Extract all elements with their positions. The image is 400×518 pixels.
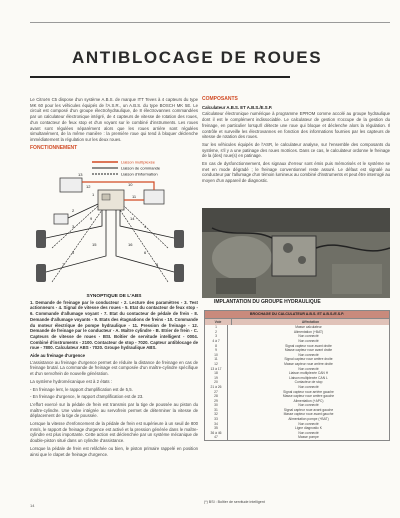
- table-cell-affectation: Non connecté: [298, 338, 319, 343]
- page-number: 14: [30, 503, 35, 508]
- composants-paragraph-2: Sur les véhicules équipés de l'ASR, le calculateur analyse, sur l'ensemble des composants du système, s'il y a une patinage des roues motrices. Dans ce cas, le calculateur ordonne le freinage de la (des) roue(s) en patinage.: [202, 141, 390, 159]
- table-cell-affectation: Non connecté: [298, 384, 319, 389]
- diagram-number: 13: [78, 172, 83, 177]
- diagram-number: 14: [130, 216, 135, 221]
- pinout-table: [204, 310, 390, 441]
- table-cell-voie: 18: [205, 371, 228, 376]
- table-cell-affectation: Ligne diagnostic K: [295, 426, 322, 431]
- composants-paragraph-1: Calculateur électronique numérique à programme EPROM comme accolé au groupe hydraulique dont il est le complément indissociable. Le calculateur de gestion s'occupe de la gestion du freinage, en particulier lorsqu'il détecte une roue qui bloque et déclenche alors la régulation. Il contrôle et surveille les électrovannes en fonction des informations fournies par les capteurs de vitesse de rotation des roues.: [202, 111, 390, 140]
- intro-paragraph: Le Citroën C5 dispose d'un système A.B.S. de marque ITT Teves à 4 capteurs du type MK 60 pour les véhicules équipés de l'A.S.R., un A.B.S. du type BOSCH MK 5E. Le circuit est composé d'un groupe électrohydraulique, de 8 électrovannes commandées par un calculateur électronique intégré, de 4 capteurs de vitesse de rotation des roues, d'un contacteur de feux stop et d'un voyant sur le combiné d'instruments. Les roues avant sont régulées séparément alors que les roues arrière sont régulées simultanément, de la même manière : la première roue qui tend à bloquer déclenche immédiatement la régulation sur les deux roues.: [30, 97, 198, 142]
- diagram-number: 15: [92, 242, 97, 247]
- table-cell-voie: 3: [205, 334, 228, 339]
- composants-heading: COMPOSANTS: [202, 96, 238, 102]
- table-body: [205, 325, 389, 440]
- table-cell-affectation: Alimentation (+APC): [293, 398, 324, 403]
- aide-bullet-1: - En freinage lent, le rapport d'amplification est de 5,5.: [30, 386, 133, 392]
- column-header-voie: Voie: [205, 319, 232, 326]
- table-cell-affectation: Non connecté: [298, 430, 319, 435]
- legend-command: Liaison de commande: [121, 165, 161, 171]
- composants-paragraph-3: En cas de dysfonctionnement, des signaux d'erreur sont émis puis mémorisés et le système se met en mode dégradé ; le freinage conventionnel reste assuré. Le défaut est signalé au conducteur par l'allumage d'un témoin lumineux au combiné d'instruments et peut être interrogé au moyen d'un appareil de diagnostic.: [202, 161, 390, 184]
- table-cell-affectation: Liaison multiplexée CAN H: [288, 371, 329, 376]
- hydraulic-group: [272, 236, 316, 276]
- can-link-2: [82, 182, 154, 190]
- title-underline: [30, 76, 290, 78]
- table-cell-voie: 30: [205, 403, 228, 408]
- table-cell-affectation: Alimentation (+BAT): [293, 329, 324, 334]
- table-cell-voie: 35: [205, 426, 228, 431]
- dashboard-box: [60, 178, 82, 192]
- body-panel: [332, 264, 382, 294]
- table-cell-affectation: Signal capteur roue avant gauche: [283, 407, 334, 412]
- aide-bullet-2: - En freinage d'urgence, le rapport d'amplification est de 23.: [30, 394, 144, 400]
- table-cell-voie: 28: [205, 394, 228, 399]
- table-cell-affectation: Signal capteur roue avant droite: [285, 343, 332, 348]
- table-cell-affectation: Masse pompe: [298, 435, 319, 440]
- wheel-rear-left: [36, 264, 46, 282]
- wheel-rear-right: [174, 264, 184, 282]
- fonctionnement-heading: FONCTIONNEMENT: [30, 144, 78, 151]
- table-cell-affectation: Signal capteur roue arrière droite: [284, 357, 333, 362]
- table-header-row: [205, 318, 389, 326]
- table-cell-voie: 32: [205, 412, 228, 417]
- table-cell-affectation: Non connecté: [298, 352, 319, 357]
- table-cell-affectation: Masse capteur roue arrière droite: [284, 361, 333, 366]
- table-cell-voie: 31: [205, 408, 228, 413]
- table-cell-voie: 34: [205, 422, 228, 427]
- synoptic-heading: SYNOPTIQUE DE L'ABS: [86, 294, 142, 299]
- table-cell-voie: 47: [205, 435, 228, 440]
- table-cell-voie: 27: [205, 390, 228, 395]
- table-cell-voie: 11: [205, 357, 228, 362]
- table-cell-affectation: Signal capteur roue arrière gauche: [283, 389, 334, 394]
- table-cell-voie: 29: [205, 399, 228, 404]
- table-cell-voie: 19: [205, 376, 228, 381]
- diagram-number: 1: [92, 192, 95, 197]
- table-row: [205, 435, 389, 440]
- column-header-affectation: Affectation: [301, 319, 320, 324]
- table-cell-voie: 33: [205, 417, 228, 422]
- table-cell-voie: 36 à 46: [205, 431, 228, 436]
- diagram-number: 6: [144, 250, 147, 255]
- diagram-legend: [92, 160, 161, 177]
- table-cell-voie: 12: [205, 362, 228, 367]
- table-cell-voie: 21 à 26: [205, 385, 228, 390]
- table-cell-affectation: Masse calculateur: [295, 325, 322, 330]
- diagram-number: 2: [72, 208, 75, 213]
- table-cell-affectation: Liaison multiplexée CAN L: [289, 375, 328, 380]
- table-cell-voie: 4 à 7: [205, 339, 228, 344]
- top-rule: [30, 22, 390, 23]
- table-cell-voie: 13 à 17: [205, 367, 228, 372]
- table-cell-affectation: Non connecté: [298, 403, 319, 408]
- hydraulic-unit-photo: [202, 208, 390, 298]
- table-cell-voie: 20: [205, 380, 228, 385]
- aide-paragraph-1: L'assistance au freinage d'urgence permet de réduire la distance de freinage en cas de freinage brutal. La commande de freinage est composée d'un maître-cylindre spécifique et d'un servofrein de nouvelle génération.: [30, 359, 198, 377]
- aide-paragraph-2: La système hydromécanique est à 2 états :: [30, 378, 112, 384]
- table-cell-voie: 8: [205, 344, 228, 349]
- table-cell-voie: 9: [205, 348, 228, 353]
- table-footnote: (*) BSI : Boîtier de servitude intelligent: [204, 500, 265, 504]
- master-cylinder-box: [54, 214, 68, 224]
- diagram-number: 8: [156, 262, 159, 267]
- table-cell-affectation: Non connecté: [298, 334, 319, 339]
- table-title: BROCHAGE DU CALCULATEUR A.B.S. ET A.B.S./E.S.P.: [205, 311, 389, 318]
- aide-paragraph-3: L'effort exercé sur la pédale de frein est transmis par la tige de poussée au piston du maître-cylindre. Une valve intégrée au servofrein permet de déterminer la vitesse de déplacement de la tige de poussée.: [30, 401, 198, 419]
- link-fr: [120, 210, 174, 238]
- hydraulic-block: [102, 194, 110, 200]
- aide-heading: Aide au freinage d'urgence: [30, 353, 85, 359]
- legend-multiplexed: Liaison multiplexée: [121, 159, 156, 165]
- diagram-number: 10: [128, 182, 133, 187]
- right-column-text: [202, 94, 390, 186]
- synoptic-legend: 1. Demande de freinage par le conducteur - 2. Lecture des paramètres - 3. Test actionneurs - 4. Signal de vitesse des roues - 5. Etat du contacteur de feux stop - 6. Commande d'allumage voyant - 7. Etat du contacteur de pédale de frein - 8. Demande d'allumage voyants - 9. Etats des étagnations de freins - 10. Commande du moteur électrique de pompe hydraulique - 11. Pression de freinage - 12. Demande de freinage par le conducteur - A. Maître cylindre - B. Etrier de frein - C. Capteurs de vitesse de roues - BSI. Boîtier de servitude intelligent - 0004. Combiné d'instruments - 2100. Contacteur de stop - 7020. Capteur antiblocage de roue - 7800. Calculateur ABS - 7020. Groupe hydraulique ABS.: [30, 299, 198, 351]
- diagram-number: 7: [62, 262, 65, 267]
- table-cell-affectation: Masse capteur roue avant gauche: [283, 412, 334, 417]
- legend-info: Liaison d'information: [121, 171, 158, 177]
- diagram-number: 12: [86, 184, 91, 189]
- table-cell-affectation: Alimentation pompe (+BAT): [288, 417, 329, 422]
- diagram-number: 4: [144, 224, 147, 229]
- page-title: ANTIBLOCAGE DE ROUES: [72, 48, 323, 67]
- valve-block: [298, 256, 306, 264]
- engine-part-bottom: [216, 278, 256, 294]
- photo-shadow-top: [202, 208, 390, 232]
- left-column-lower: [30, 294, 198, 459]
- table-cell-affectation: Non connecté: [298, 366, 319, 371]
- table-cell-voie: 1: [205, 325, 228, 330]
- link-rr: [116, 210, 174, 272]
- diagram-number: 9: [90, 216, 93, 221]
- wheel-front-right: [174, 230, 184, 248]
- table-cell-voie: 2: [205, 330, 228, 335]
- table-cell-affectation: Masse capteur roue arrière gauche: [282, 394, 335, 399]
- bsi-box: [144, 190, 164, 204]
- engine-part-left: [212, 236, 272, 280]
- table-cell-voie: 10: [205, 353, 228, 358]
- left-column-intro: [30, 97, 198, 153]
- aide-paragraph-4: Lorsque la vitesse d'enfoncement de la pédale de frein est supérieure à un seuil de 800 mm/s, le rapport de freinage d'urgence est activé et la pression générée dans le maître-cylindre est plus importante. Cette action est déclenchée par un système mécanique de double-piston situé dans un cylindre d'assistance.: [30, 421, 198, 444]
- wheel-front-left: [36, 230, 46, 248]
- table-cell-affectation: Masse capteur roue avant droite: [284, 348, 333, 353]
- pump-motor: [283, 243, 293, 253]
- calculator-subheading: Calculateur A.B.S. ET A.B.S./E.S.P.: [202, 104, 273, 110]
- diagram-number: 16: [128, 242, 133, 247]
- abs-synoptic-diagram: [32, 156, 198, 290]
- diagram-number: 11: [132, 194, 137, 199]
- diagram-number: 3: [72, 224, 75, 229]
- diagram-number: 5: [72, 250, 75, 255]
- implantation-caption: IMPLANTATION DU GROUPE HYDRAULIQUE: [214, 299, 321, 305]
- aide-paragraph-5: Lorsque la pédale de frein est relâchée ou bien, le piston primaire rappelé en position ainsi que le clapet de freinage d'urgence.: [30, 445, 198, 457]
- table-cell-affectation: Non connecté: [298, 421, 319, 426]
- table-cell-affectation: Contacteur de stop: [294, 380, 323, 385]
